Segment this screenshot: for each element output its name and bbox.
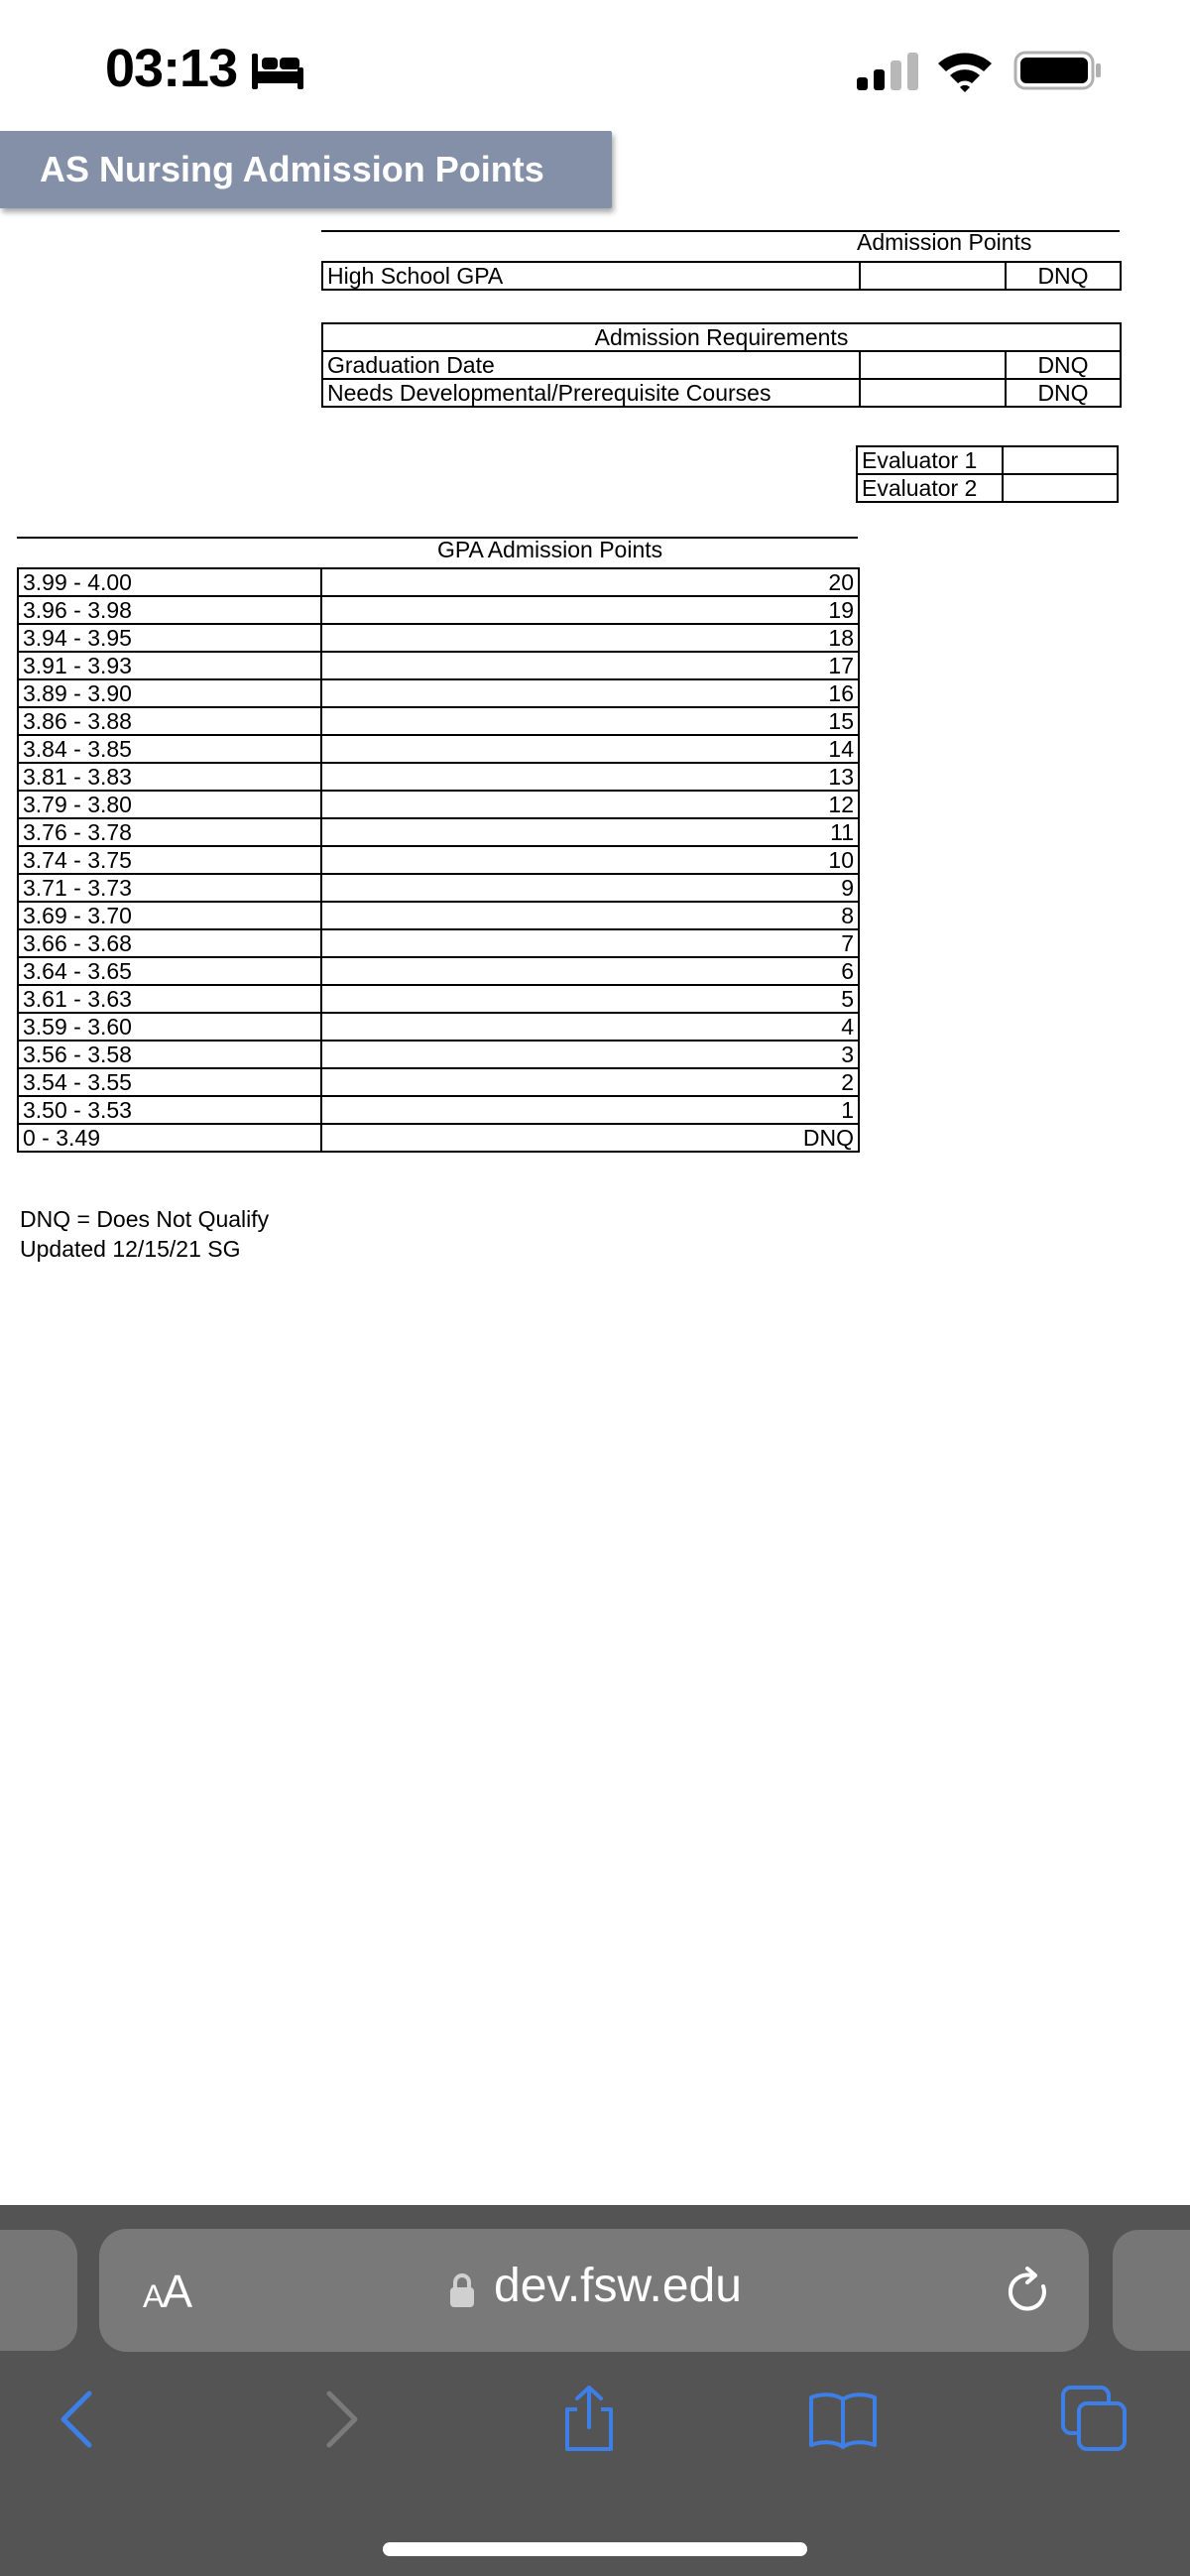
gpa-points-cell: 10 xyxy=(321,846,859,874)
updated-note: Updated 12/15/21 SG xyxy=(20,1236,241,1262)
gpa-range-cell: 3.86 - 3.88 xyxy=(18,707,321,735)
tabs-icon[interactable] xyxy=(1059,2384,1130,2455)
home-indicator xyxy=(383,2542,807,2556)
gpa-range-cell: 3.74 - 3.75 xyxy=(18,846,321,874)
cellular-signal-icon xyxy=(855,52,920,91)
gpa-points-cell: 8 xyxy=(321,902,859,929)
lock-icon xyxy=(448,2272,476,2308)
table-row xyxy=(857,446,1118,474)
table-row xyxy=(18,846,859,874)
table-row xyxy=(18,874,859,902)
table-row xyxy=(322,379,1121,407)
gpa-range-cell: 3.96 - 3.98 xyxy=(18,596,321,624)
gpa-points-cell: 13 xyxy=(321,763,859,791)
table-row xyxy=(857,474,1118,502)
gpa-points-cell: 3 xyxy=(321,1041,859,1068)
gpa-range-cell: 3.59 - 3.60 xyxy=(18,1013,321,1041)
developmental-courses-value xyxy=(860,379,1006,407)
wifi-icon xyxy=(936,48,994,93)
gpa-range-cell: 3.56 - 3.58 xyxy=(18,1041,321,1068)
developmental-courses-result: DNQ xyxy=(1006,379,1121,407)
bookmarks-icon[interactable] xyxy=(807,2384,879,2455)
table-row xyxy=(18,568,859,596)
table-row xyxy=(18,1068,859,1096)
gpa-points-cell: 20 xyxy=(321,568,859,596)
gpa-points-cell: 4 xyxy=(321,1013,859,1041)
sleep-focus-bed-icon xyxy=(250,50,305,91)
gpa-points-cell: 14 xyxy=(321,735,859,763)
gpa-range-cell: 3.69 - 3.70 xyxy=(18,902,321,929)
gpa-range-cell: 3.66 - 3.68 xyxy=(18,929,321,957)
table-row xyxy=(18,1124,859,1152)
table-row xyxy=(18,957,859,985)
table-row xyxy=(18,902,859,929)
status-time: 03:13 xyxy=(105,39,238,98)
graduation-date-result: DNQ xyxy=(1006,351,1121,379)
gpa-range-cell: 3.79 - 3.80 xyxy=(18,791,321,818)
gpa-points-cell: 1 xyxy=(321,1096,859,1124)
admission-points-table xyxy=(321,261,1122,291)
next-tab-preview[interactable] xyxy=(1113,2230,1190,2351)
table-row xyxy=(18,652,859,679)
gpa-points-table xyxy=(17,567,860,1153)
battery-icon xyxy=(1013,50,1103,91)
high-school-gpa-label: High School GPA xyxy=(322,262,860,290)
table-row xyxy=(18,763,859,791)
gpa-range-cell: 3.99 - 4.00 xyxy=(18,568,321,596)
gpa-range-cell: 3.91 - 3.93 xyxy=(18,652,321,679)
table-row xyxy=(18,596,859,624)
evaluator-2-label: Evaluator 2 xyxy=(857,474,1003,502)
gpa-points-cell: 15 xyxy=(321,707,859,735)
table-row xyxy=(18,985,859,1013)
gpa-points-cell: 7 xyxy=(321,929,859,957)
status-bar xyxy=(0,0,1190,139)
table-row xyxy=(18,818,859,846)
evaluator-1-label: Evaluator 1 xyxy=(857,446,1003,474)
gpa-range-cell: 3.54 - 3.55 xyxy=(18,1068,321,1096)
high-school-gpa-result: DNQ xyxy=(1006,262,1121,290)
table-row xyxy=(322,262,1121,290)
table-row xyxy=(322,351,1121,379)
high-school-gpa-value xyxy=(860,262,1006,290)
evaluators-table xyxy=(856,445,1119,503)
text-size-button[interactable]: AA xyxy=(143,2266,191,2317)
gpa-range-cell: 3.84 - 3.85 xyxy=(18,735,321,763)
document-title: AS Nursing Admission Points xyxy=(0,131,612,208)
browser-toolbar xyxy=(0,2205,1190,2576)
gpa-points-cell: 19 xyxy=(321,596,859,624)
gpa-points-cell: 18 xyxy=(321,624,859,652)
gpa-range-cell: 3.76 - 3.78 xyxy=(18,818,321,846)
gpa-range-cell: 3.50 - 3.53 xyxy=(18,1096,321,1124)
graduation-date-label: Graduation Date xyxy=(322,351,860,379)
gpa-range-cell: 3.61 - 3.63 xyxy=(18,985,321,1013)
table-row xyxy=(18,624,859,652)
table-row xyxy=(18,929,859,957)
reload-icon[interactable] xyxy=(1004,2267,1053,2316)
gpa-range-cell: 3.89 - 3.90 xyxy=(18,679,321,707)
table-row xyxy=(18,679,859,707)
table-row xyxy=(18,707,859,735)
table-row xyxy=(18,791,859,818)
gpa-range-cell: 3.64 - 3.65 xyxy=(18,957,321,985)
previous-tab-preview[interactable] xyxy=(0,2230,77,2351)
gpa-range-cell: 3.94 - 3.95 xyxy=(18,624,321,652)
gpa-points-cell: 16 xyxy=(321,679,859,707)
url-text[interactable]: dev.fsw.edu xyxy=(494,2260,742,2312)
forward-icon[interactable] xyxy=(303,2384,375,2455)
developmental-courses-label: Needs Developmental/Prerequisite Courses xyxy=(322,379,860,407)
gpa-range-cell: 3.81 - 3.83 xyxy=(18,763,321,791)
gpa-points-cell: 2 xyxy=(321,1068,859,1096)
gpa-range-cell: 0 - 3.49 xyxy=(18,1124,321,1152)
back-icon[interactable] xyxy=(44,2384,115,2455)
gpa-points-cell: 17 xyxy=(321,652,859,679)
admission-requirements-header: Admission Requirements xyxy=(322,323,1121,351)
share-icon[interactable] xyxy=(553,2384,625,2455)
evaluator-2-value xyxy=(1003,474,1118,502)
gpa-points-cell: 5 xyxy=(321,985,859,1013)
evaluator-1-value xyxy=(1003,446,1118,474)
gpa-points-cell: DNQ xyxy=(321,1124,859,1152)
gpa-points-cell: 6 xyxy=(321,957,859,985)
table-row xyxy=(18,735,859,763)
dnq-legend-note: DNQ = Does Not Qualify xyxy=(20,1206,270,1232)
gpa-points-cell: 9 xyxy=(321,874,859,902)
table-row xyxy=(18,1013,859,1041)
table-row xyxy=(322,323,1121,351)
graduation-date-value xyxy=(860,351,1006,379)
gpa-range-cell: 3.71 - 3.73 xyxy=(18,874,321,902)
address-bar[interactable] xyxy=(99,2229,1089,2352)
gpa-points-cell: 11 xyxy=(321,818,859,846)
table-row xyxy=(18,1041,859,1068)
admission-requirements-table xyxy=(321,322,1122,408)
table-row xyxy=(18,1096,859,1124)
gpa-points-cell: 12 xyxy=(321,791,859,818)
